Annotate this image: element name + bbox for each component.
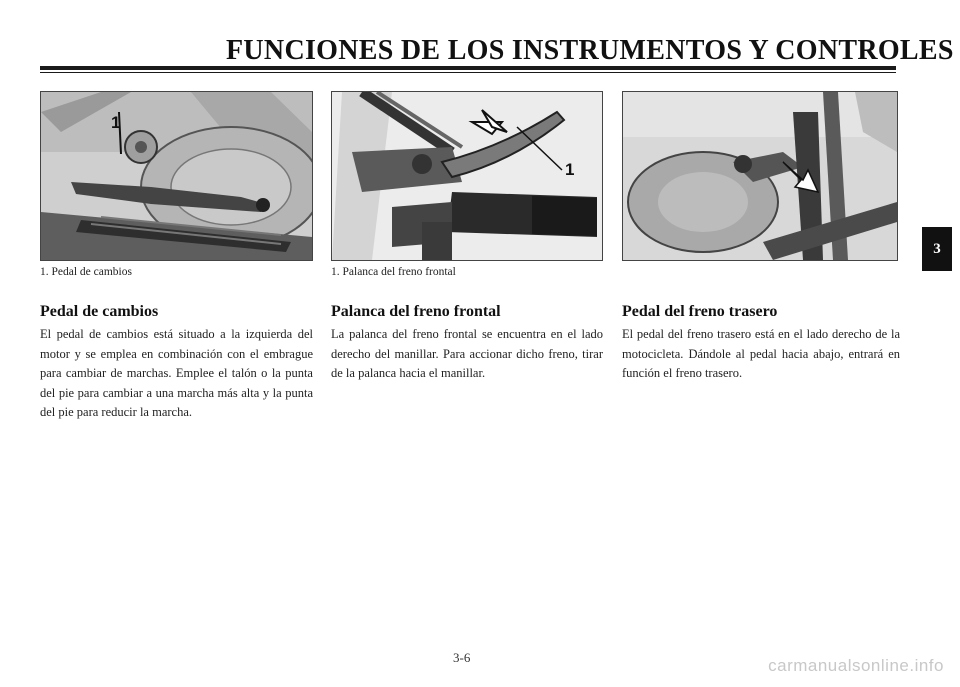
figure-1-caption: 1. Pedal de cambios bbox=[40, 266, 132, 278]
section-title-shift-pedal: Pedal de cambios bbox=[40, 303, 159, 320]
figure-2-caption: 1. Palanca del freno frontal bbox=[331, 266, 456, 278]
section-title-rear-brake: Pedal del freno trasero bbox=[622, 303, 778, 320]
section-body-shift-pedal: El pedal de cambios está situado a la izquierda del motor y se emplea en combinación con el embrague para cambiar de marchas. Emplee el talón o la punta del pie para cambiar a una marcha más alta y la punta del pie para reducir la marcha. bbox=[40, 327, 313, 419]
front-brake-lever-photo bbox=[331, 91, 603, 261]
page-title: FUNCIONES DE LOS INSTRUMENTOS Y CONTROLES bbox=[226, 35, 954, 66]
section-body-front-brake: La palanca del freno frontal se encuentra en el lado derecho del manillar. Para accionar dicho freno, tirar de la palanca hacia el manillar. bbox=[331, 327, 603, 380]
page-number: 3-6 bbox=[453, 650, 471, 665]
figure-1-callout: 1 bbox=[111, 113, 121, 132]
section-title-front-brake: Palanca del freno frontal bbox=[331, 303, 501, 320]
watermark: carmanualsonline.info bbox=[768, 656, 944, 675]
rear-brake-pedal-photo bbox=[622, 91, 898, 261]
header-rule-thin bbox=[40, 72, 896, 73]
figure-2-callout: 1 bbox=[565, 160, 575, 179]
header-rule bbox=[40, 66, 896, 70]
section-body-rear-brake: El pedal del freno trasero está en el lado derecho de la motocicleta. Dándole al pedal hacia abajo, entrará en función el freno trasero. bbox=[622, 327, 900, 380]
shift-pedal-photo bbox=[40, 91, 313, 261]
chapter-tab: 3 bbox=[922, 227, 952, 271]
